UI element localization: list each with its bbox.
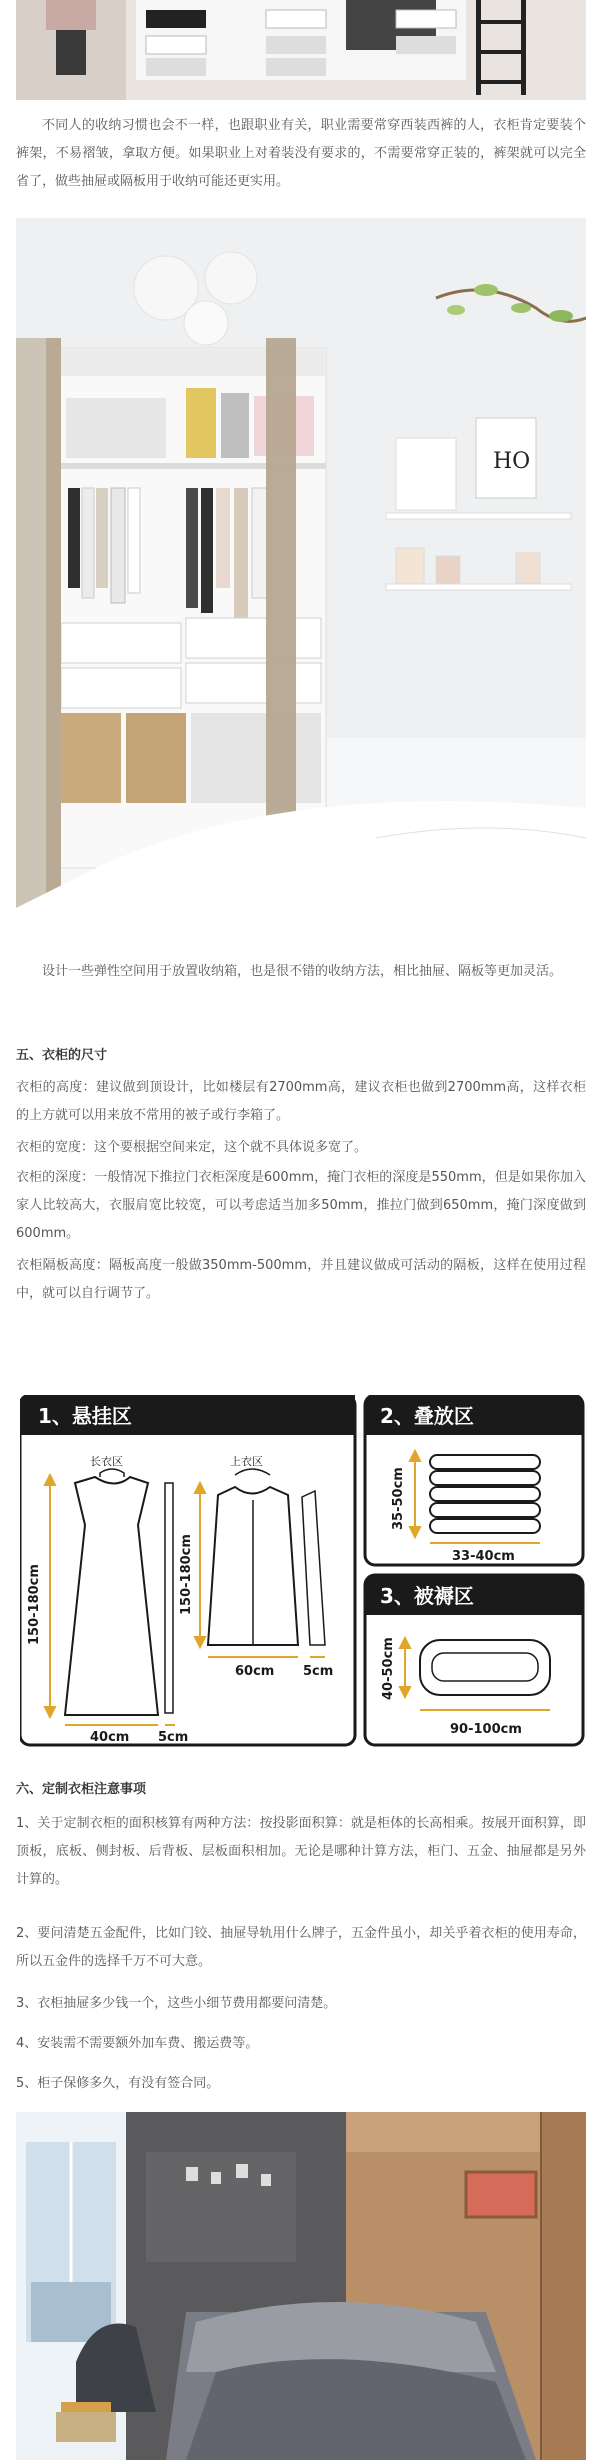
bedroom-photo	[16, 2112, 586, 2460]
top-depth-label: 5cm	[303, 1664, 334, 1679]
folding-height-label: 35-50cm	[391, 1467, 406, 1530]
note-item-1: 1、关于定制衣柜的面积核算有两种方法：按投影面积算：就是柜体的长高相乘。按展开面积算，即顶板，底板、侧封板、后背板、层板面积相加。无论是哪种计算方法，柜门、五金、抽屉都是另外计算的。	[16, 1816, 586, 1887]
note-item-3: 3、衣柜抽屉多少钱一个，这些小细节费用都要问清楚。	[16, 1996, 337, 2011]
hanging-zone-panel	[20, 1395, 355, 1745]
long-depth-label: 5cm	[158, 1730, 189, 1745]
section5-heading: 五、衣柜的尺寸	[16, 1048, 108, 1063]
flex-space-paragraph: 设计一些弹性空间用于放置收纳箱，也是很不错的收纳方法，相比抽屉、隔板等更加灵活。	[42, 964, 563, 979]
folding-zone-panel	[365, 1395, 583, 1565]
wardrobe-height-paragraph: 衣柜的高度：建议做到顶设计，比如楼层有2700mm高，建议衣柜也做到2700mm高，这样衣柜的上方就可以用来放不常用的被子或行李箱了。	[16, 1080, 586, 1123]
bedding-height-label: 40-50cm	[381, 1637, 396, 1700]
folding-width-label: 33-40cm	[452, 1549, 515, 1564]
wardrobe-drawers-photo	[16, 0, 586, 100]
wardrobe-size-diagram	[20, 1395, 585, 1750]
long-zone-label: 长衣区	[90, 1455, 123, 1468]
top-width-label: 60cm	[235, 1664, 275, 1679]
wardrobe-curtain-photo	[16, 218, 586, 946]
section6-heading: 六、定制衣柜注意事项	[16, 1782, 147, 1797]
folded-clothes-icon	[430, 1455, 540, 1533]
bedding-zone-panel	[365, 1575, 583, 1745]
note-item-2: 2、要问清楚五金配件，比如门铰、抽屉导轨用什么牌子，五金件虽小，却关乎着衣柜的使用寿命，所以五金件的选择千万不可大意。	[16, 1926, 586, 1969]
intro-paragraph: 不同人的收纳习惯也会不一样，也跟职业有关，职业需要常穿西装西裤的人，衣柜肯定要装个裤架，不易褶皱，拿取方便。如果职业上对着装没有要求的，不需要常穿正装的，裤架就可以完全省了，做些抽屉或隔板用于收纳可能还更实用。	[16, 118, 586, 189]
top-zone-label: 上衣区	[230, 1455, 263, 1468]
long-width-label: 40cm	[90, 1730, 130, 1745]
note-item-4: 4、安装需不需要额外加车费、搬运费等。	[16, 2036, 259, 2051]
note-item-5: 5、柜子保修多久，有没有签合同。	[16, 2076, 220, 2091]
wardrobe-width-paragraph: 衣柜的宽度：这个要根据空间来定，这个就不具体说多宽了。	[16, 1140, 368, 1155]
long-height-label: 150-180cm	[27, 1564, 42, 1645]
top-height-label: 150-180cm	[179, 1534, 194, 1615]
hanging-zone-title: 1、悬挂区	[38, 1404, 132, 1428]
bedding-zone-title: 3、被褥区	[380, 1584, 474, 1608]
folding-zone-title: 2、叠放区	[380, 1404, 474, 1428]
bedding-width-label: 90-100cm	[450, 1722, 522, 1737]
svg-text:HO: HO	[493, 449, 531, 474]
wardrobe-depth-paragraph: 衣柜的深度：一般情况下推拉门衣柜深度是600mm，掩门衣柜的深度是550mm，但是如果你加入家人比较高大，衣服肩宽比较宽，可以考虑适当加多50mm，推拉门做到650mm，掩门深度做到600mm。	[16, 1170, 586, 1241]
shelf-height-paragraph: 衣柜隔板高度：隔板高度一般做350mm-500mm，并且建议做成可活动的隔板，这样在使用过程中，就可以自行调节了。	[16, 1258, 586, 1301]
bedding-icon	[420, 1640, 550, 1695]
